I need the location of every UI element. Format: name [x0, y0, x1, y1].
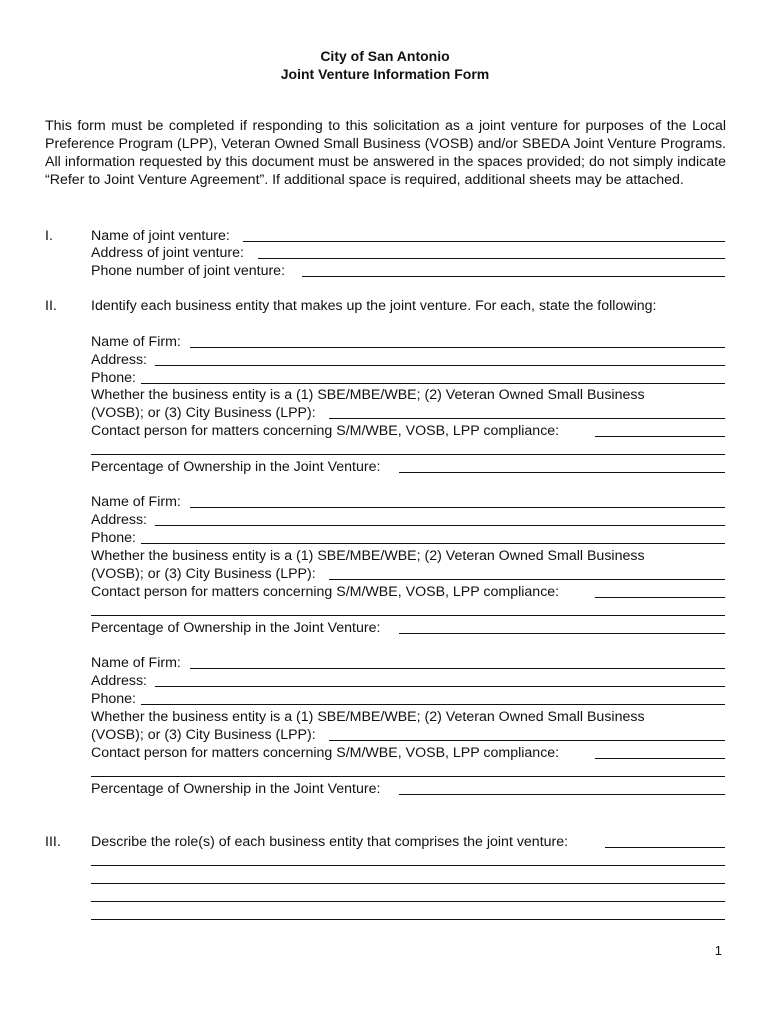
- entity-2-name-label: Name of Firm:: [91, 494, 181, 510]
- entity-3-phone-label: Phone:: [91, 691, 136, 707]
- entity-2-contact-field[interactable]: [595, 597, 725, 598]
- entity-2-address-field[interactable]: [155, 525, 725, 526]
- entity-1-type-field[interactable]: [329, 418, 725, 419]
- section-2-numeral: II.: [45, 298, 57, 314]
- section-1-numeral: I.: [45, 228, 53, 244]
- entity-2-whether-line1: Whether the business entity is a (1) SBE/MBE/WBE; (2) Veteran Owned Small Business: [91, 548, 645, 564]
- header-form-title: Joint Venture Information Form: [280, 66, 490, 82]
- intro-paragraph: This form must be completed if responding to this solicitation as a joint venture for purposes of the Local Preference Program (LPP), Veteran Owned Small Business (VOSB) and/or SBEDA Joint Venture Programs. All information requested by this document must be answered in the spaces provided; do not simply indicate “Refer to Joint Venture Agreement”. If additional space is required, additional sheets may be attached.: [45, 118, 726, 188]
- entity-1-phone-field[interactable]: [141, 383, 725, 384]
- entity-3-whether-line2: (VOSB); or (3) City Business (LPP):: [91, 727, 316, 743]
- entity-1-name-label: Name of Firm:: [91, 334, 181, 350]
- jv-name-label: Name of joint venture:: [91, 228, 230, 244]
- entity-1-whether-line2: (VOSB); or (3) City Business (LPP):: [91, 405, 316, 421]
- entity-1-contact-field[interactable]: [595, 436, 725, 437]
- entity-1-address-field[interactable]: [155, 365, 725, 366]
- entity-2-phone-field[interactable]: [141, 543, 725, 544]
- entity-3-name-label: Name of Firm:: [91, 655, 181, 671]
- roles-field-2[interactable]: [91, 865, 725, 866]
- roles-field-3[interactable]: [91, 883, 725, 884]
- entity-1-contact-label: Contact person for matters concerning S/M/WBE, VOSB, LPP compliance:: [91, 423, 560, 439]
- entity-3-phone-field[interactable]: [141, 704, 725, 705]
- roles-label: Describe the role(s) of each business entity that comprises the joint venture:: [91, 834, 569, 850]
- entity-1-contact-field-2[interactable]: [91, 454, 725, 455]
- jv-phone-field[interactable]: [302, 276, 725, 277]
- entity-3-contact-field-2[interactable]: [91, 776, 725, 777]
- entity-1-name-field[interactable]: [190, 347, 725, 348]
- jv-phone-label: Phone number of joint venture:: [91, 263, 286, 279]
- entity-3-address-label: Address:: [91, 673, 147, 689]
- entity-3-percentage-label: Percentage of Ownership in the Joint Venture:: [91, 781, 381, 797]
- jv-address-label: Address of joint venture:: [91, 245, 244, 261]
- entity-1-phone-label: Phone:: [91, 370, 136, 386]
- jv-name-field[interactable]: [243, 241, 725, 242]
- entity-2-phone-label: Phone:: [91, 530, 136, 546]
- entity-3-whether-line1: Whether the business entity is a (1) SBE/MBE/WBE; (2) Veteran Owned Small Business: [91, 709, 645, 725]
- roles-field-5[interactable]: [91, 919, 725, 920]
- entity-2-percentage-field[interactable]: [399, 633, 725, 634]
- roles-field-4[interactable]: [91, 901, 725, 902]
- entity-2-contact-label: Contact person for matters concerning S/M/WBE, VOSB, LPP compliance:: [91, 584, 560, 600]
- entity-1-percentage-label: Percentage of Ownership in the Joint Venture:: [91, 459, 381, 475]
- entity-2-address-label: Address:: [91, 512, 147, 528]
- entity-2-contact-field-2[interactable]: [91, 615, 725, 616]
- entity-2-whether-line2: (VOSB); or (3) City Business (LPP):: [91, 566, 316, 582]
- header-city: City of San Antonio: [320, 48, 450, 64]
- entity-1-percentage-field[interactable]: [399, 472, 725, 473]
- entity-1-address-label: Address:: [91, 352, 147, 368]
- entity-3-contact-label: Contact person for matters concerning S/M/WBE, VOSB, LPP compliance:: [91, 745, 560, 761]
- entity-2-name-field[interactable]: [190, 507, 725, 508]
- jv-address-field[interactable]: [258, 258, 725, 259]
- section-3-numeral: III.: [45, 834, 61, 850]
- entity-2-percentage-label: Percentage of Ownership in the Joint Venture:: [91, 620, 381, 636]
- page-number: 1: [714, 943, 722, 958]
- roles-field[interactable]: [605, 847, 725, 848]
- entity-2-type-field[interactable]: [329, 579, 725, 580]
- section-2-intro: Identify each business entity that makes up the joint venture. For each, state the following:: [91, 298, 657, 314]
- entity-1-whether-line1: Whether the business entity is a (1) SBE/MBE/WBE; (2) Veteran Owned Small Business: [91, 387, 645, 403]
- entity-3-address-field[interactable]: [155, 686, 725, 687]
- entity-3-contact-field[interactable]: [595, 758, 725, 759]
- entity-3-type-field[interactable]: [329, 740, 725, 741]
- entity-3-percentage-field[interactable]: [399, 794, 725, 795]
- entity-3-name-field[interactable]: [190, 668, 725, 669]
